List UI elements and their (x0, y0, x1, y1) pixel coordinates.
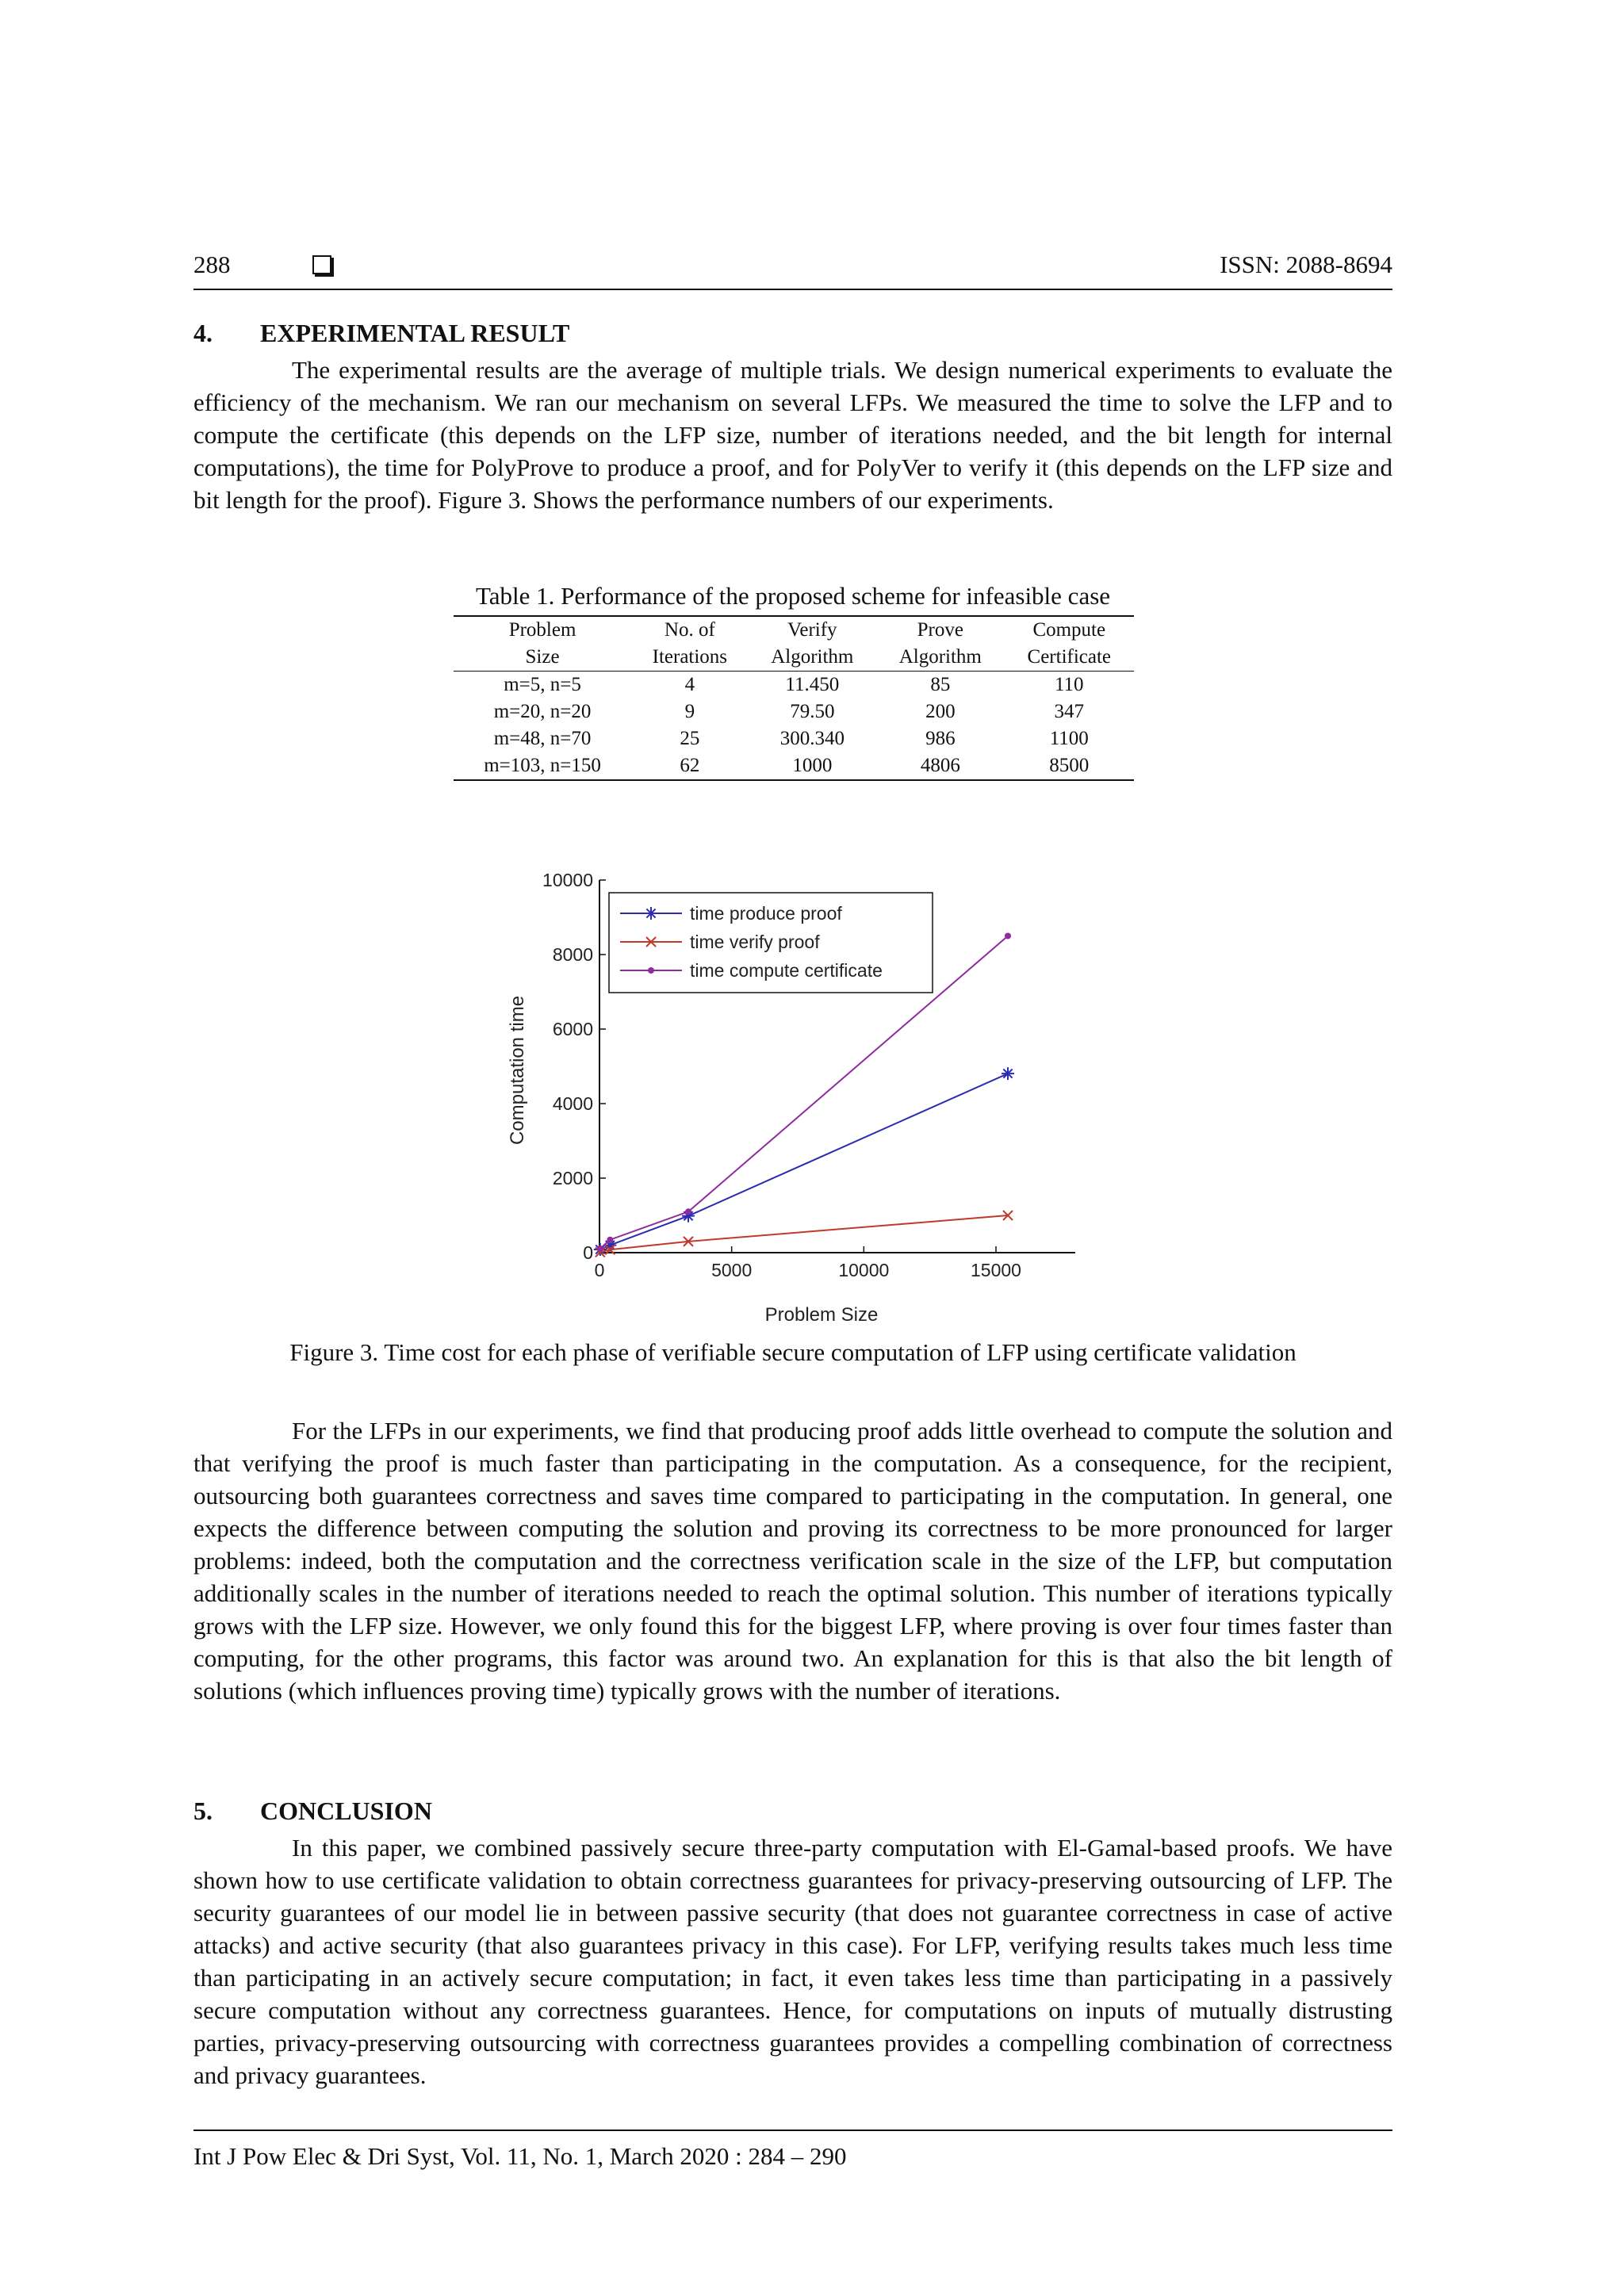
series-0 (594, 1067, 1014, 1256)
legend-entry: time compute certificate (690, 960, 883, 981)
table-header: Iterations (631, 644, 748, 672)
page-header (193, 251, 1392, 290)
table-cell: 1100 (1049, 728, 1089, 749)
y-tick-label: 2000 (552, 1168, 593, 1188)
table-1-caption: Table 1. Performance of the proposed scheme for infeasible case (475, 582, 1111, 610)
dot-marker (607, 1237, 613, 1243)
data-point (607, 1237, 613, 1243)
table-row (454, 672, 1134, 699)
y-tick-label: 10000 (542, 870, 593, 890)
table-cell: 9 (684, 701, 695, 722)
chart-legend (609, 893, 933, 993)
table-header: Size (454, 644, 631, 672)
figure-3-chart (476, 856, 1126, 1332)
y-tick-label: 6000 (552, 1019, 593, 1039)
table-cell: m=48, n=70 (493, 728, 592, 749)
data-point (597, 1246, 603, 1252)
table-header: Problem (508, 619, 576, 641)
section-5-number: 5. (193, 1797, 213, 1825)
table-header: Algorithm (749, 644, 877, 672)
table-cell: m=103, n=150 (484, 755, 601, 776)
table-row (454, 752, 1134, 780)
table-1 (454, 615, 1134, 781)
table-cell: 25 (680, 728, 700, 749)
discussion-paragraph (193, 1414, 1392, 1707)
section-4-title: EXPERIMENTAL RESULT (260, 319, 570, 347)
legend-marker (648, 967, 654, 974)
series-1 (596, 1211, 1013, 1257)
section-4-paragraph (193, 354, 1392, 516)
conclusion-paragraph (193, 1831, 1392, 2091)
x-tick-label: 15000 (971, 1260, 1021, 1280)
table-cell: 11.450 (785, 674, 840, 695)
table-header: Verify (787, 619, 837, 641)
table-row (454, 698, 1134, 725)
table-cell: 110 (1054, 674, 1084, 695)
section-5-title: CONCLUSION (260, 1797, 432, 1825)
legend-entry: time verify proof (690, 932, 820, 952)
table-cell: 8500 (1049, 755, 1090, 776)
table-cell: 1000 (792, 755, 833, 776)
dot-marker (685, 1208, 691, 1215)
table-header: Certificate (1005, 644, 1134, 672)
table-header: Algorithm (876, 644, 1005, 672)
issn: ISSN: 2088-8694 (1220, 251, 1392, 278)
table-cell: 4806 (920, 755, 960, 776)
section-4-number: 4. (193, 319, 213, 347)
section-5-heading (193, 1797, 432, 1826)
legend-entry: time produce proof (690, 903, 842, 924)
conclusion-paragraph-text: In this paper, we combined passively secure three-party computation with El-Gamal-based proofs. We have shown how to use certificate validation to obtain correctness guarantees for privacy-preserving outsourcing of LFP. The security guarantees of our model lie in between passive security (that does not guarantee correctness in case of active attacks) and active security (that also guarantees privacy in this case). For LFP, verifying results takes much less time than participating in an actively secure computation; in fact, it even takes less time than participating in a passively secure computation without any correctness guarantees. Hence, for computations on inputs of mutually distrusting parties, privacy-preserving outsourcing with correctness guarantees provides a compelling combination of correctness and privacy guarantees. (193, 1834, 1392, 2089)
table-cell: 85 (930, 674, 951, 695)
dot-marker (1005, 933, 1011, 939)
y-tick-label: 8000 (552, 944, 593, 965)
x-axis-label: Problem Size (764, 1304, 879, 1326)
data-point (1005, 933, 1011, 939)
table-cell: 200 (925, 701, 956, 722)
y-tick-label: 0 (583, 1242, 593, 1263)
page-number: 288 (193, 251, 231, 278)
table-header: No. of (664, 619, 715, 641)
discussion-paragraph-text: For the LFPs in our experiments, we find that producing proof adds little overhead to compute the solution and that verifying the proof is much faster than participating in the computation. As a consequence, for the recipient, outsourcing both guarantees correctness and saves time compared to participating in the computation. In general, one expects the difference between computing the solution and proving its correctness to be more pronounced for larger problems: indeed, both the computation and the correctness verification scale in the size of the LFP, but computation additionally scales in the number of iterations needed to reach the optimal solution. This number of iterations typically grows with the LFP size. However, we only found this for the biggest LFP, where proving is over four times faster than computing, for the other programs, this factor was around two. An explanation for this is that also the bit length of solutions (which influences proving time) typically grows with the number of iterations. (193, 1417, 1392, 1705)
section-4-paragraph-text: The experimental results are the average of multiple trials. We design numerical experiments to evaluate the efficiency of the mechanism. We ran our mechanism on several LFPs. We measured the time to solve the LFP and to compute the certificate (this depends on the LFP size, number of iterations needed, and the bit length for internal computations), the time for PolyProve to produce a proof, and for PolyVer to verify it (this depends on the LFP size and bit length for the proof). Figure 3. Shows the performance numbers of our experiments. (193, 356, 1392, 514)
x-tick-label: 0 (594, 1260, 605, 1280)
x-tick-label: 10000 (838, 1260, 890, 1280)
x-tick-label: 5000 (711, 1260, 753, 1280)
table-header: Prove (917, 619, 963, 641)
table-cell: 986 (925, 728, 956, 749)
table-cell: 300.340 (779, 728, 845, 749)
section-4-heading (193, 319, 569, 348)
data-point (1002, 1067, 1014, 1080)
legend-marker (645, 907, 657, 920)
table-cell: m=20, n=20 (493, 701, 592, 722)
table-cell: 347 (1054, 701, 1085, 722)
table-cell: m=5, n=5 (504, 674, 581, 695)
dot-marker (597, 1246, 603, 1252)
checkbox-square-icon (312, 255, 331, 274)
series-line (600, 1073, 1008, 1249)
figure-3-caption: Figure 3. Time cost for each phase of verifiable secure computation of LFP using certificate validation (289, 1338, 1297, 1366)
table-row (454, 725, 1134, 752)
y-tick-label: 4000 (552, 1093, 593, 1114)
table-header: Compute (1032, 619, 1106, 641)
table-cell: 62 (680, 755, 700, 776)
dot-marker (648, 967, 654, 974)
table-cell: 79.50 (790, 701, 835, 722)
footer-citation: Int J Pow Elec & Dri Syst, Vol. 11, No. 1, March 2020 : 284 – 290 (193, 2142, 847, 2170)
page-footer (193, 2130, 1392, 2171)
y-axis-label: Computation time (507, 995, 528, 1146)
data-point (685, 1208, 691, 1215)
table-cell: 4 (684, 674, 695, 695)
